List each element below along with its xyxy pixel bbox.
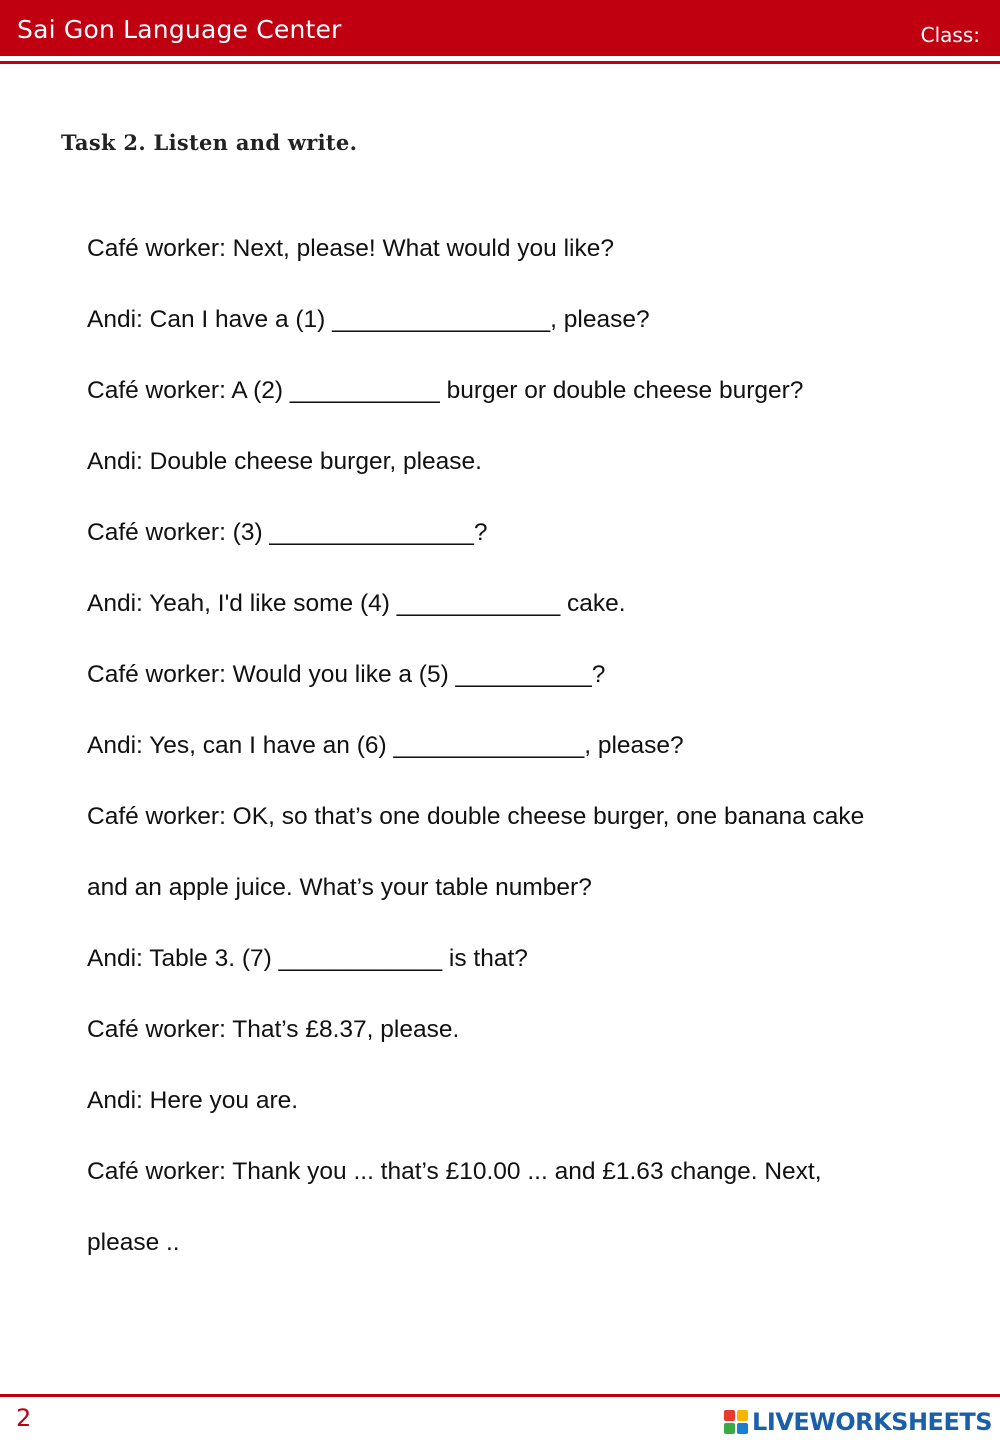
dialogue-line: Café worker: (3) _______________? <box>87 519 488 546</box>
dialogue-line: Andi: Can I have a (1) ________________, please? <box>87 306 650 333</box>
task-title: Task 2. Listen and write. <box>61 130 358 155</box>
dialogue-line: Café worker: That’s £8.37, please. <box>87 1016 460 1043</box>
dialogue-line: and an apple juice. What’s your table number? <box>87 874 592 901</box>
dialogue-line: Andi: Here you are. <box>87 1087 299 1114</box>
header-title: Sai Gon Language Center <box>17 15 342 44</box>
dialogue-line: Andi: Yeah, I'd like some (4) ____________ cake. <box>87 590 626 617</box>
dialogue-line: Café worker: OK, so that’s one double cheese burger, one banana cake <box>87 803 865 830</box>
brand-watermark <box>724 1406 992 1438</box>
dialogue-line: please .. <box>87 1229 180 1256</box>
class-label: Class: <box>920 23 980 47</box>
header-divider <box>0 61 1000 64</box>
dialogue-line: Andi: Table 3. (7) ____________ is that? <box>87 945 528 972</box>
dialogue-line: Café worker: Would you like a (5) __________? <box>87 661 606 688</box>
dialogue-line: Café worker: Next, please! What would you like? <box>87 235 614 262</box>
dialogue-line: Andi: Yes, can I have an (6) ______________, please? <box>87 732 684 759</box>
dialogue-line: Café worker: A (2) ___________ burger or double cheese burger? <box>87 377 804 404</box>
dialogue-line: Café worker: Thank you ... that’s £10.00 ... and £1.63 change. Next, <box>87 1158 822 1185</box>
liveworksheets-logo-icon <box>724 1410 748 1434</box>
page-number: 2 <box>16 1404 32 1432</box>
brand-name: LIVEWORKSHEETS <box>752 1408 992 1436</box>
footer-divider <box>0 1394 1000 1397</box>
dialogue <box>87 227 967 1292</box>
dialogue-line: Andi: Double cheese burger, please. <box>87 448 482 475</box>
